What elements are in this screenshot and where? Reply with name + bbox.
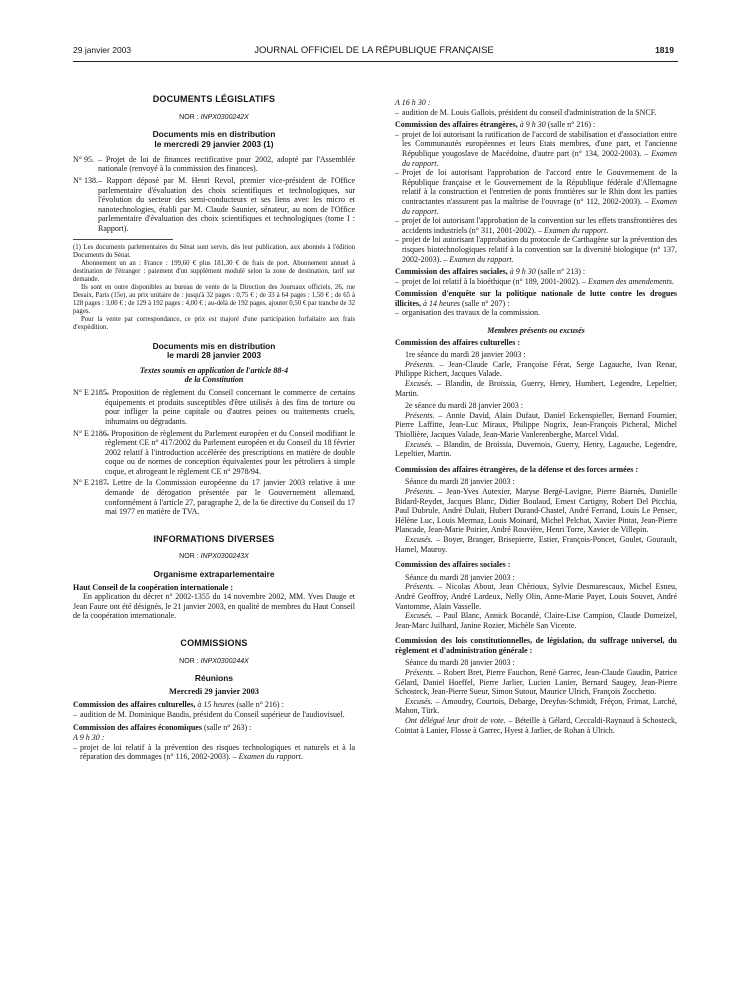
left-column	[73, 71, 355, 762]
agenda-item: – projet de loi autorisant l'approbation du protocole de Carthagène sur la prévention des risques biotechnologiques relatif à la convention sur la diversité biologique (n° 137, 2002-2003). – Examen du rapport.	[395, 235, 677, 264]
seance-date: Séance du mardi 28 janvier 2003 :	[405, 477, 515, 487]
footnote-text: Abonnement un an : France : 199,60 € plus 181,30 € de frais de port. Abonnement annuel à destination de l'étranger : paiement d'un supplément modulé selon la zone de destination, tarif sur demande.	[73, 259, 355, 283]
attendance-present: Présents. – Nicolas About, Jean Chérioux, Sylvie Desmarescaux, Michel Esneu, André Geoffroy, André Lardeux, Nelly Olin, Anne-Marie Payet, Louis Souvet, André Vantomme, Alain Vasselle.	[395, 582, 677, 611]
footnote-text: Pour la vente par correspondance, ce prix est majoré d'une participation forfaitaire aux frais d'expédition.	[73, 315, 355, 331]
commission-title: Commission d'enquête sur la politique nationale de lutte contre les drogues illicites, à 14 heures (salle n° 207) :	[395, 289, 677, 308]
seance-date: Séance du mardi 28 janvier 2003 :	[405, 572, 515, 582]
commission-title: Commission des affaires culturelles, à 15 heures (salle n° 216) :	[73, 700, 284, 710]
footnote-text: Ils sont en outre disponibles au bureau de vente de la Direction des Journaux officiels, 26, rue Desaix, Paris (15e), au prix unitaire de : jusqu'à 32 pages : 0,75 € ; de 33 à 64 pages : 1,50 € ; de 65 à 128 pages : 3,00 € ; de 129 à 192 pages : 4,00 € ; au-delà de 192 pages, ajouter 0,50 € par tranche de 32 pages.	[73, 283, 355, 315]
document-entry: N° E 2185. – Proposition de règlement du Conseil concernant le commerce de certains équipements et produits susceptibles d'être utilisés à des fins de torture ou pour infliger la peine capitale ou d'autres peines ou traitements cruels, inhumains ou dégradants.	[73, 388, 355, 426]
page-number: 1819	[655, 45, 674, 55]
agenda-item: – audition de M. Dominique Baudis, président du Conseil supérieur de l'audiovisuel.	[73, 710, 355, 720]
nor-reference: NOR : INPX0300244X	[179, 657, 249, 665]
attendance-present: Présents. – Annie David, Alain Dufaut, Daniel Eckenspieller, Bernard Fournier, Pierre Laffitte, Jean-Luc Miraux, Philippe Nogrix, Jean-François Picheral, Michel Thiollière, Jacques Valade, Jean-Marie Vanlerenberghe, Marcel Vidal.	[395, 410, 677, 439]
haut-conseil-title: Haut Conseil de la coopération internationale :	[73, 582, 233, 592]
agenda-item: – projet de loi autorisant l'approbation de la convention sur les effets transfrontières des accidents industriels (n° 311, 2001-2002). – Examen du rapport.	[395, 216, 677, 235]
haut-conseil-text: En application du décret n° 2002-1355 du 14 novembre 2002, MM. Yves Dauge et Jean Faure ont été désignés, le 21 janvier 2003, en qualité de membres du Haut Conseil de la coopération internationale.	[73, 592, 355, 621]
agenda-item: – audition de M. Louis Gallois, président du conseil d'administration de la SNCF.	[395, 108, 677, 118]
documents-legislatifs-heading: DOCUMENTS LÉGISLATIFS	[152, 94, 276, 104]
document-entry: N° E 2186. – Proposition de règlement du Parlement européen et du Conseil modifiant le règlement CE n° 417/2002 du Parlement européen et du Conseil du 18 février 2002 relatif à l'introduction accélérée des prescriptions en matière de double coque ou de normes de conception équivalentes pour les pétroliers à simple coque, et abrogeant le règlement CE n° 2978/94.	[73, 428, 355, 476]
membres-presents-heading: Membres présents ou excusés	[487, 326, 585, 336]
journal-title: JOURNAL OFFICIEL DE LA RÉPUBLIQUE FRANÇAISE	[254, 45, 494, 56]
distribution-heading: Documents mis en distribution le mercredi 29 janvier 2003 (1)	[152, 129, 276, 149]
meeting-date: Mercredi 29 janvier 2003	[168, 686, 259, 696]
agenda-item: – organisation des travaux de la commission.	[395, 308, 677, 318]
agenda-item: – Projet de loi autorisant l'approbation de l'accord entre le Gouvernement de la République française et le Gouvernement de la République fédérale d'Allemagne relatif à la construction et l'entretien de ponts frontières sur le Rhin dont les parties contractantes n'assurent pas la maîtrise de l'ouvrage (n° 112, 2002-2003). – Examen du rapport.	[395, 168, 677, 216]
attendance-excused: Excusés. – Blandin, de Broissia, Duvernois, Guerry, Henry, Lagauche, Legendre, Lepeltier, Martin.	[395, 439, 677, 459]
agenda-item: – projet de loi relatif à la prévention des risques technologiques et naturels et à la réparation des dommages (n° 116, 2002-2003). – Examen du rapport.	[73, 743, 355, 762]
document-entry: N° 95. – Projet de loi de finances rectificative pour 2002, adopté par l'Assemblée nationale (renvoyé à la commission des finances).	[73, 154, 355, 174]
agenda-item: – projet de loi relatif à la bioéthique (n° 189, 2001-2002). – Examen des amendements.	[395, 277, 677, 287]
commission-title: Commission des affaires étrangères, de la défense et des forces armées :	[395, 464, 639, 474]
organisme-heading: Organisme extraparlementaire	[153, 569, 275, 580]
header-rule	[73, 61, 678, 62]
attendance-present: Présents. – Jean-Claude Carle, Françoise Férat, Serge Lagauche, Ivan Renar, Philippe Richert, Jacques Valade.	[395, 359, 677, 379]
header-date: 29 janvier 2003	[73, 45, 132, 55]
attendance-excused: Excusés. – Boyer, Branger, Brisepierre, Estier, François-Poncet, Goulet, Gourault, Hamel, Mauroy.	[395, 534, 677, 554]
distribution-heading: Documents mis en distribution le mardi 28 janvier 2003	[152, 340, 276, 361]
textes-soumis-heading: Textes soumis en application de l'article 88-4 de la Constitution	[139, 366, 289, 385]
attendance-present: Présents. – Robert Bret, Pierre Fauchon, René Garrec, Jean-Claude Gaudin, Patrice Gélard, Daniel Hoeffel, Pierre Jarlier, Lucien Lanier, Bernard Saugey, Jean-Pierre Schosteck, Jean-Pierre Sueur, Simon Sutour, Maurice Ulrich, François Zocchetto.	[395, 668, 678, 697]
attendance-excused: Excusés. – Blandin, de Broissia, Guerry, Henry, Humbert, Legendre, Lepeltier, Martin.	[395, 379, 678, 398]
commission-title: Commission des affaires étrangères, à 9 h 30 (salle n° 216) :	[395, 120, 596, 130]
agenda-item: – projet de loi autorisant la ratification de l'accord de stabilisation et d'association entre les Communautés européennes et leurs Etats membres, d'une part, et l'ancienne République yougoslave de Macédoine, d'autre part (n° 134, 2002-2003). – Examen du rapport.	[395, 130, 677, 168]
commission-title: Commission des affaires culturelles :	[395, 337, 521, 347]
agenda-time: A 16 h 30 :	[395, 98, 431, 107]
right-column	[395, 97, 677, 735]
seance-date: 2e séance du mardi 28 janvier 2003 :	[405, 401, 523, 411]
footnote-text: (1) Les documents parlementaires du Sénat sont servis, dès leur publication, aux abonnés à l'édition Documents du Sénat.	[73, 243, 355, 259]
attendance-delegated: Ont délégué leur droit de vote. – Béteille à Gélard, Ceccaldi-Raynaud à Schosteck, Cointat à Lanier, Flosse à Garrec, Hyest à Jarlier, de Rohan à Ulrich.	[395, 716, 678, 735]
agenda-time: A 9 h 30 :	[73, 733, 105, 743]
reunions-heading: Réunions	[194, 673, 234, 684]
commission-title: Commission des affaires économiques (salle n° 263) :	[73, 722, 252, 732]
attendance-present: Présents. – Jean-Yves Autexier, Maryse Bergé-Lavigne, Pierre Biarnès, Danielle Bidard-Reydet, Jacques Blanc, Didier Boulaud, Ernest Cartigny, Robert Del Picchia, Paul Dubrule, André Dulait, Hubert Durand-Chastel, André Ferrand, Louis Le Pensec, Hélène Luc, Louis Mermaz, Louis Moinard, Michel Pelchat, Xavier Pintat, Jean-Pierre Plancade, Jean-Marie Poirier, André Rouvière, Henri Torre, Xavier de Villepin.	[395, 486, 677, 535]
commission-title: Commission des affaires sociales, à 9 h 30 (salle n° 213) :	[395, 267, 586, 277]
nor-reference: NOR : INPX0300243X	[179, 553, 249, 561]
footnote-rule	[73, 239, 173, 240]
commission-title: Commission des lois constitutionnelles, de législation, du suffrage universel, du règlement et d'administration générale :	[395, 636, 677, 655]
document-entry: N° E 2187. – Lettre de la Commission européenne du 17 janvier 2003 relative à une demande de dérogation présentée par le Gouvernement allemand, conformément à l'article 27, paragraphe 2, de la 6e directive du Conseil du 17 mai 1977 en matière de TVA.	[73, 478, 355, 517]
document-entry: N° 138. – Rapport déposé par M. Henri Revol, premier vice-président de l'Office parlementaire d'évaluation des choix scientifiques et technologiques, sur l'évolution du secteur des semi-conducteurs et ses liens avec les micro et nanotechnologies, établi par M. Claude Saunier, sénateur, au nom de l'Office parlementaire d'évaluation des choix scientifiques et technologiques (tome I : Rapport).	[73, 175, 355, 233]
seance-date: Séance du mardi 28 janvier 2003 :	[405, 658, 515, 668]
informations-diverses-heading: INFORMATIONS DIVERSES	[153, 533, 275, 544]
commissions-heading: COMMISSIONS	[180, 638, 248, 648]
attendance-excused: Excusés. – Paul Blanc, Annick Bocandé, Claire-Lise Campion, Claude Domeizel, Jean-Marc Juilhard, Janine Rozier, Michèle San Vicente.	[395, 611, 678, 630]
commission-title: Commission des affaires sociales :	[395, 560, 511, 570]
attendance-excused: Excusés. – Amoudry, Courtois, Debarge, Dreyfus-Schmidt, Fréçon, Frimat, Larché, Mahon, Türk.	[395, 696, 678, 716]
seance-date: 1re séance du mardi 28 janvier 2003 :	[405, 350, 526, 360]
nor-reference: NOR : INPX0300242X	[179, 113, 249, 121]
